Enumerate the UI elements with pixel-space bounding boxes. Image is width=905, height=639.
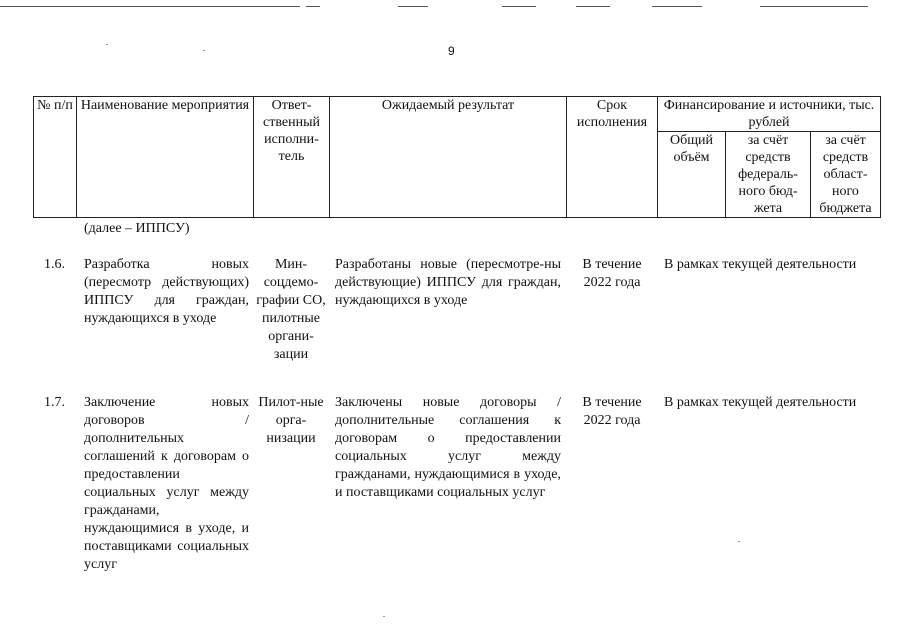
continuation-text: (далее – ИППСУ) [84,221,190,236]
row-result: Разработаны новые (пересмотре-ны действующие) ИППСУ для граждан, нуждающихся в уходе [335,257,561,308]
scan-edge-line [0,6,300,7]
header-result: Ожидаемый результат [330,97,567,218]
header-term: Срок исполнения [567,97,658,218]
row-number: 1.7. [44,395,65,410]
row-responsible: Пилот-ные орга-низации [258,395,324,446]
table-header [33,96,881,218]
scan-edge-line [576,6,610,7]
row-responsible: Мин-соцдемо-графии СО, пилотные органи-зации [256,257,326,362]
header-responsible: Ответ-ственный исполни-тель [254,97,330,218]
header-federal: за счёт средств федераль-ного бюд-жета [726,132,811,218]
scan-edge-line [760,6,868,7]
scan-edge-line [306,6,320,7]
scan-edge-line [502,6,536,7]
row-name: Разработка новых (пересмотр действующих) ИППСУ для граждан, нуждающихся в уходе [84,257,249,326]
row-term: В течение 2022 года [582,257,642,290]
scan-speck [203,50,205,51]
scan-edge-line [398,6,428,7]
header-regional: за счёт средств област-ного бюджета [811,132,881,218]
row-financing: В рамках текущей деятельности [664,257,857,272]
row-term: В течение 2022 года [582,395,642,428]
scan-speck [738,541,740,542]
scan-speck [383,616,385,617]
scan-edge-line [652,6,702,7]
row-result: Заключены новые договоры / дополнительные соглашения к договорам о предоставлении социальных услуг между гражданами, нуждающимися в уходе, и поставщиками социальных услуг [335,395,561,500]
row-financing: В рамках текущей деятельности [664,395,857,410]
page-number: 9 [448,44,455,58]
header-total: Общий объём [658,132,726,218]
header-name: Наименование мероприятия [77,97,254,218]
header-financing: Финансирование и источники, тыс. рублей [658,97,881,132]
row-number: 1.6. [44,257,65,272]
row-name: Заключение новых договоров / дополнительных соглашений к договорам о предоставлении социальных услуг между гражданами, нуждающимися в уходе, и поставщиками социальных услуг [84,395,249,572]
scan-speck [106,44,108,45]
header-num: № п/п [34,97,77,218]
